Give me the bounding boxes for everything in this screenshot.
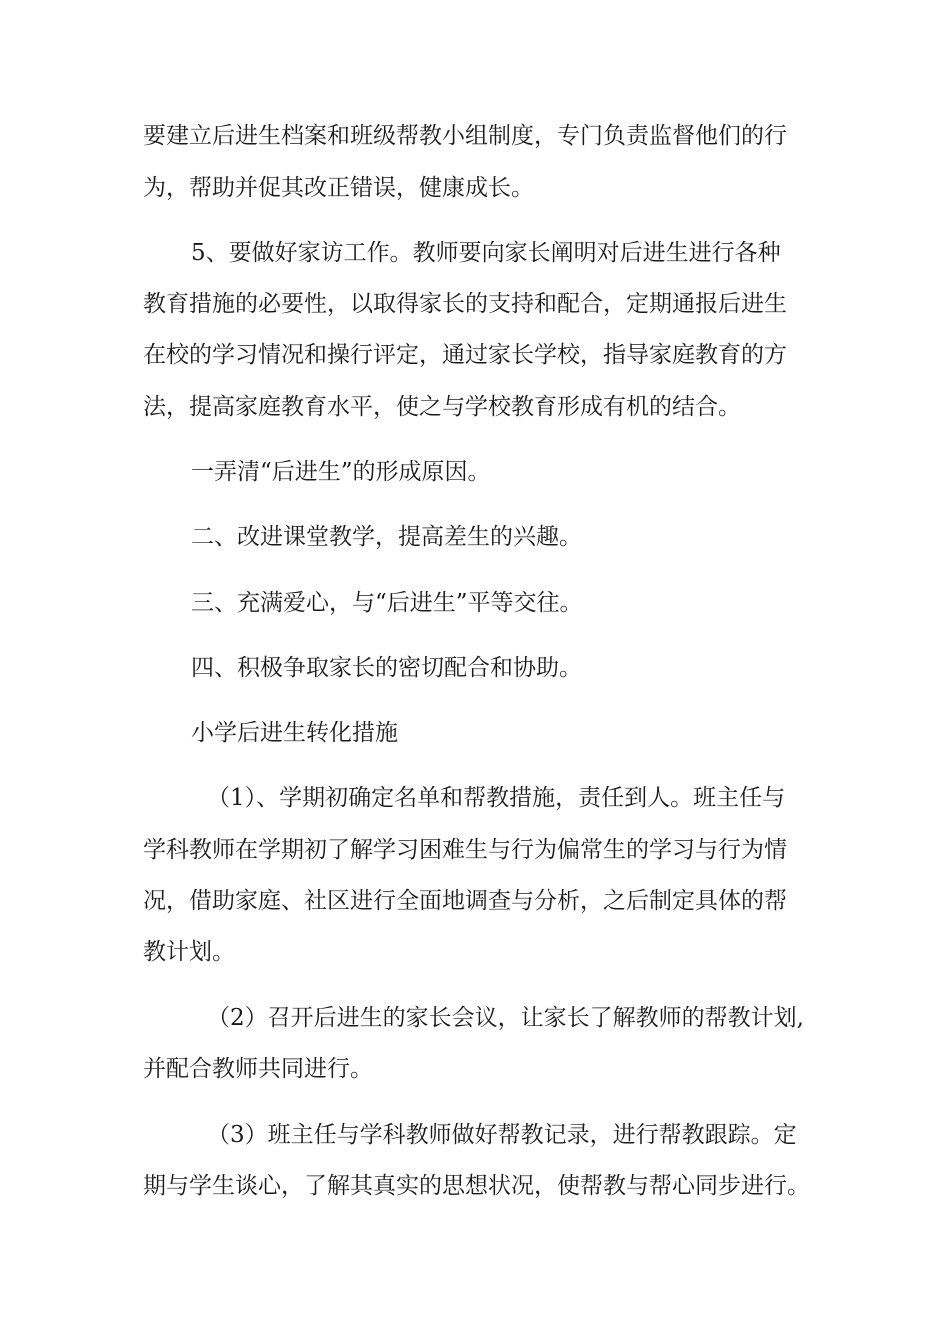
text-line: 教育措施的必要性，以取得家长的支持和配合，定期通报后进生 (143, 291, 787, 317)
heading-item-2: 二、改进课堂教学，提高差生的兴趣。 (191, 524, 582, 550)
text-line: 法，提高家庭教育水平，使之与学校教育形成有机的结合。 (143, 394, 741, 420)
heading-item-4: 四、积极争取家长的密切配合和协助。 (191, 655, 582, 681)
text-line: 学科教师在学期初了解学习困难生与行为偏常生的学习与行为情 (143, 837, 787, 863)
text-line: 期与学生谈心，了解其真实的思想状况，使帮教与帮心同步进行。 (143, 1173, 810, 1199)
text-line: 5、要做好家访工作。教师要向家长阐明对后进生进行各种 (191, 240, 781, 266)
text-line: 在校的学习情况和操行评定，通过家长学校，指导家庭教育的方 (143, 342, 787, 368)
section-title: 小学后进生转化措施 (191, 720, 398, 746)
text-line: 教计划。 (143, 939, 235, 965)
text-line: 为，帮助并促其改正错误，健康成长。 (143, 175, 534, 201)
text-line: （2）召开后进生的家长会议，让家长了解教师的帮教计划, (207, 1005, 804, 1031)
text-line: 要建立后进生档案和班级帮教小组制度，专门负责监督他们的行 (143, 123, 787, 149)
text-line: （3）班主任与学科教师做好帮教记录，进行帮教跟踪。定 (207, 1122, 797, 1148)
heading-item-1: 一弄清“后进生”的形成原因。 (191, 459, 491, 485)
text-line: （1）、学期初确定名单和帮教措施，责任到人。班主任与 (207, 785, 786, 811)
text-line: 并配合教师共同进行。 (143, 1056, 373, 1082)
text-line: 况，借助家庭、社区进行全面地调查与分析，之后制定具体的帮 (143, 888, 787, 914)
heading-item-3: 三、充满爱心，与“后进生”平等交往。 (191, 590, 583, 616)
